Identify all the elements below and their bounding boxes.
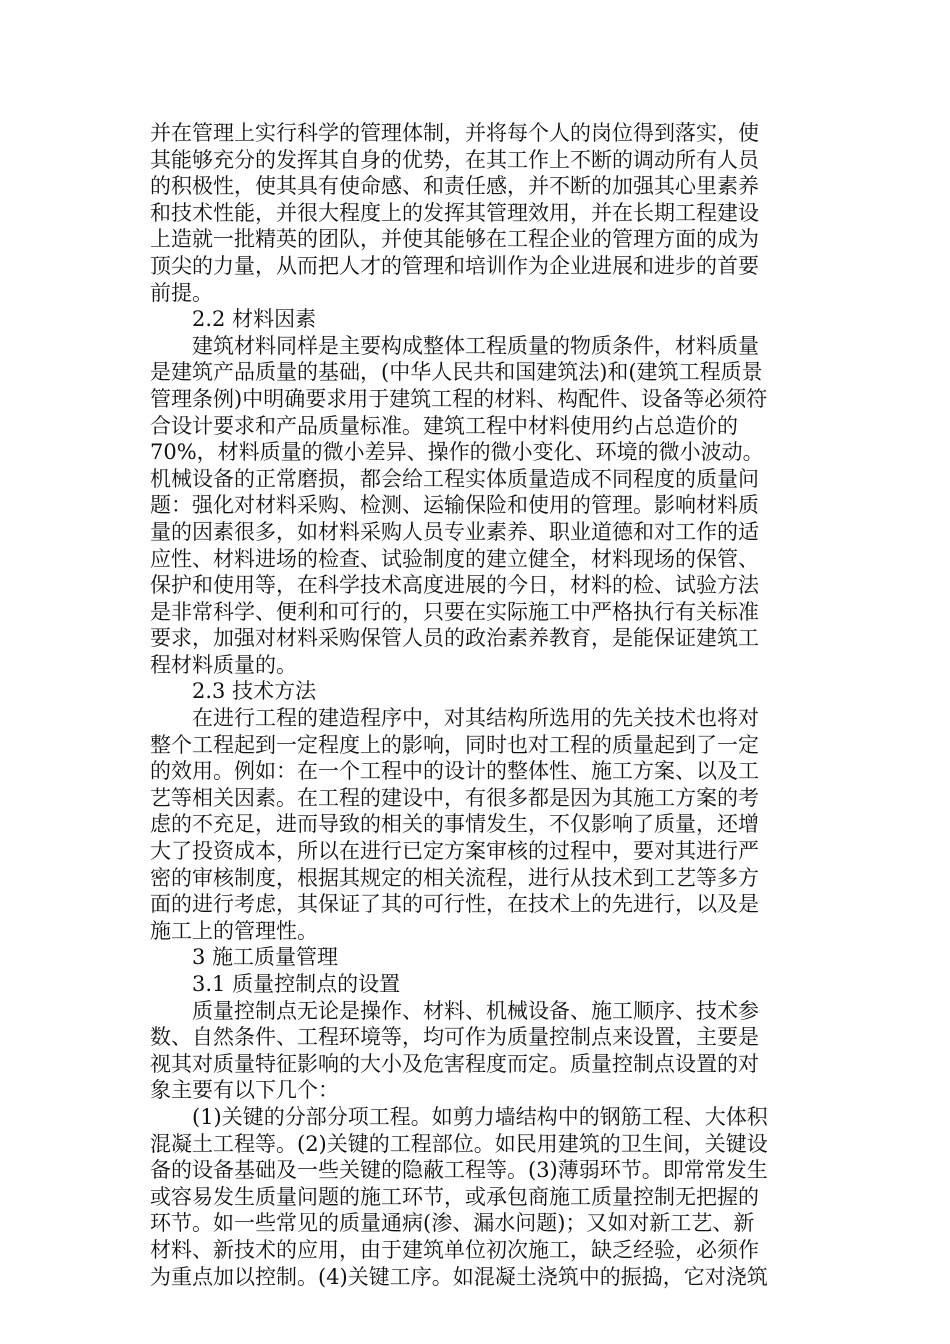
text-line: 密的审核制度，根据其规定的相关流程，进行从技术到工艺等多方 — [150, 865, 759, 890]
text-line: 为重点加以控制。(4)关键工序。如混凝土浇筑中的振捣，它对浇筑 — [150, 1264, 768, 1289]
text-line: 施工上的管理性。 — [150, 918, 318, 943]
text-line: 虑的不充足，进而导致的相关的事情发生，不仅影响了质量，还增 — [150, 812, 759, 837]
text-line: 顶尖的力量，从而把人才的管理和培训作为企业进展和进步的首要 — [150, 253, 759, 278]
text-line: 大了投资成本，所以在进行已定方案审核的过程中，要对其进行严 — [150, 839, 759, 864]
text-line: 程材料质量的。 — [150, 652, 297, 677]
text-line: 3 施工质量管理 — [192, 945, 339, 970]
text-line: 3.1 质量控制点的设置 — [192, 972, 401, 996]
text-line: 前提。 — [150, 280, 213, 305]
text-line: 混凝土工程等。(2)关键的工程部位。如民用建筑的卫生间，关键设 — [150, 1131, 768, 1156]
text-line: 题：强化对材料采购、检测、运输保险和使用的管理。影响材料质 — [150, 493, 759, 518]
text-line: 在进行工程的建造程序中，对其结构所选用的先关技术也将对 — [192, 706, 759, 731]
text-line: 其能够充分的发挥其自身的优势，在其工作上不断的调动所有人员 — [150, 147, 759, 172]
text-line: 材料、新技术的应用，由于建筑单位初次施工，缺乏经验，必须作 — [150, 1237, 759, 1262]
text-line: 象主要有以下几个： — [150, 1078, 339, 1103]
text-line: 应性、材料进场的检查、试验制度的建立健全，材料现场的保管、 — [150, 546, 759, 571]
text-line: 或容易发生质量问题的施工环节，或承包商施工质量控制无把握的 — [150, 1184, 759, 1209]
text-line: 建筑材料同样是主要构成整体工程质量的物质条件，材料质量 — [192, 333, 759, 358]
text-line: 量的因素很多，如材料采购人员专业素养、职业道德和对工作的适 — [150, 519, 759, 544]
text-line: 面的进行考虑，其保证了其的可行性，在技术上的先进行，以及是 — [150, 892, 759, 917]
text-line: 环节。如一些常见的质量通病(渗、漏水问题)；又如对新工艺、新 — [150, 1211, 755, 1236]
text-line: 艺等相关因素。在工程的建设中，有很多都是因为其施工方案的考 — [150, 785, 759, 810]
text-line: 合设计要求和产品质量标准。建筑工程中材料使用约占总造价的 — [150, 413, 738, 438]
text-line: 上造就一批精英的团队，并使其能够在工程企业的管理方面的成为 — [150, 227, 759, 252]
document-body — [150, 120, 810, 1290]
text-line: 2.3 技术方法 — [192, 679, 317, 704]
text-line: 是建筑产品质量的基础，(中华人民共和国建筑法)和(建筑工程质景 — [150, 360, 763, 385]
text-line: 和技术性能，并很大程度上的发挥其管理效用，并在长期工程建设 — [150, 200, 759, 225]
text-line: 数、自然条件、工程环境等，均可作为质量控制点来设置，主要是 — [150, 1025, 759, 1050]
text-line: 质量控制点无论是操作、材料、机械设备、施工顺序、技术参 — [192, 998, 759, 1023]
text-line: 整个工程起到一定程度上的影响，同时也对工程的质量起到了一定 — [150, 732, 759, 757]
text-line: 视其对质量特征影响的大小及危害程度而定。质量控制点设置的对 — [150, 1051, 759, 1076]
text-line: 的效用。例如：在一个工程中的设计的整体性、施工方案、以及工 — [150, 759, 759, 784]
text-line: 70%，材料质量的微小差异、操作的微小变化、环境的微小波动。 — [150, 440, 764, 465]
text-line: 备的设备基础及一些关键的隐蔽工程等。(3)薄弱环节。即常常发生 — [150, 1158, 768, 1183]
text-line: 机械设备的正常磨损，都会给工程实体质量造成不同程度的质量问 — [150, 466, 759, 491]
text-line: (1)关键的分部分项工程。如剪力墙结构中的钢筋工程、大体积 — [192, 1104, 768, 1129]
text-line: 管理条例)中明确要求用于建筑工程的材料、构配件、设备等必须符 — [150, 386, 768, 411]
text-line: 的积极性，使其具有使命感、和责任感，并不断的加强其心里素养 — [150, 174, 759, 199]
text-line: 2.2 材料因素 — [192, 307, 317, 332]
text-line: 保护和使用等，在科学技术高度进展的今日，材料的检、试验方法 — [150, 573, 759, 598]
text-line: 是非常科学、便利和可行的，只要在实际施工中严格执行有关标准 — [150, 599, 759, 624]
text-line: 要求，加强对材料采购保管人员的政治素养教育，是能保证建筑工 — [150, 626, 759, 651]
text-line: 并在管理上实行科学的管理体制，并将每个人的岗位得到落实，使 — [150, 121, 759, 145]
